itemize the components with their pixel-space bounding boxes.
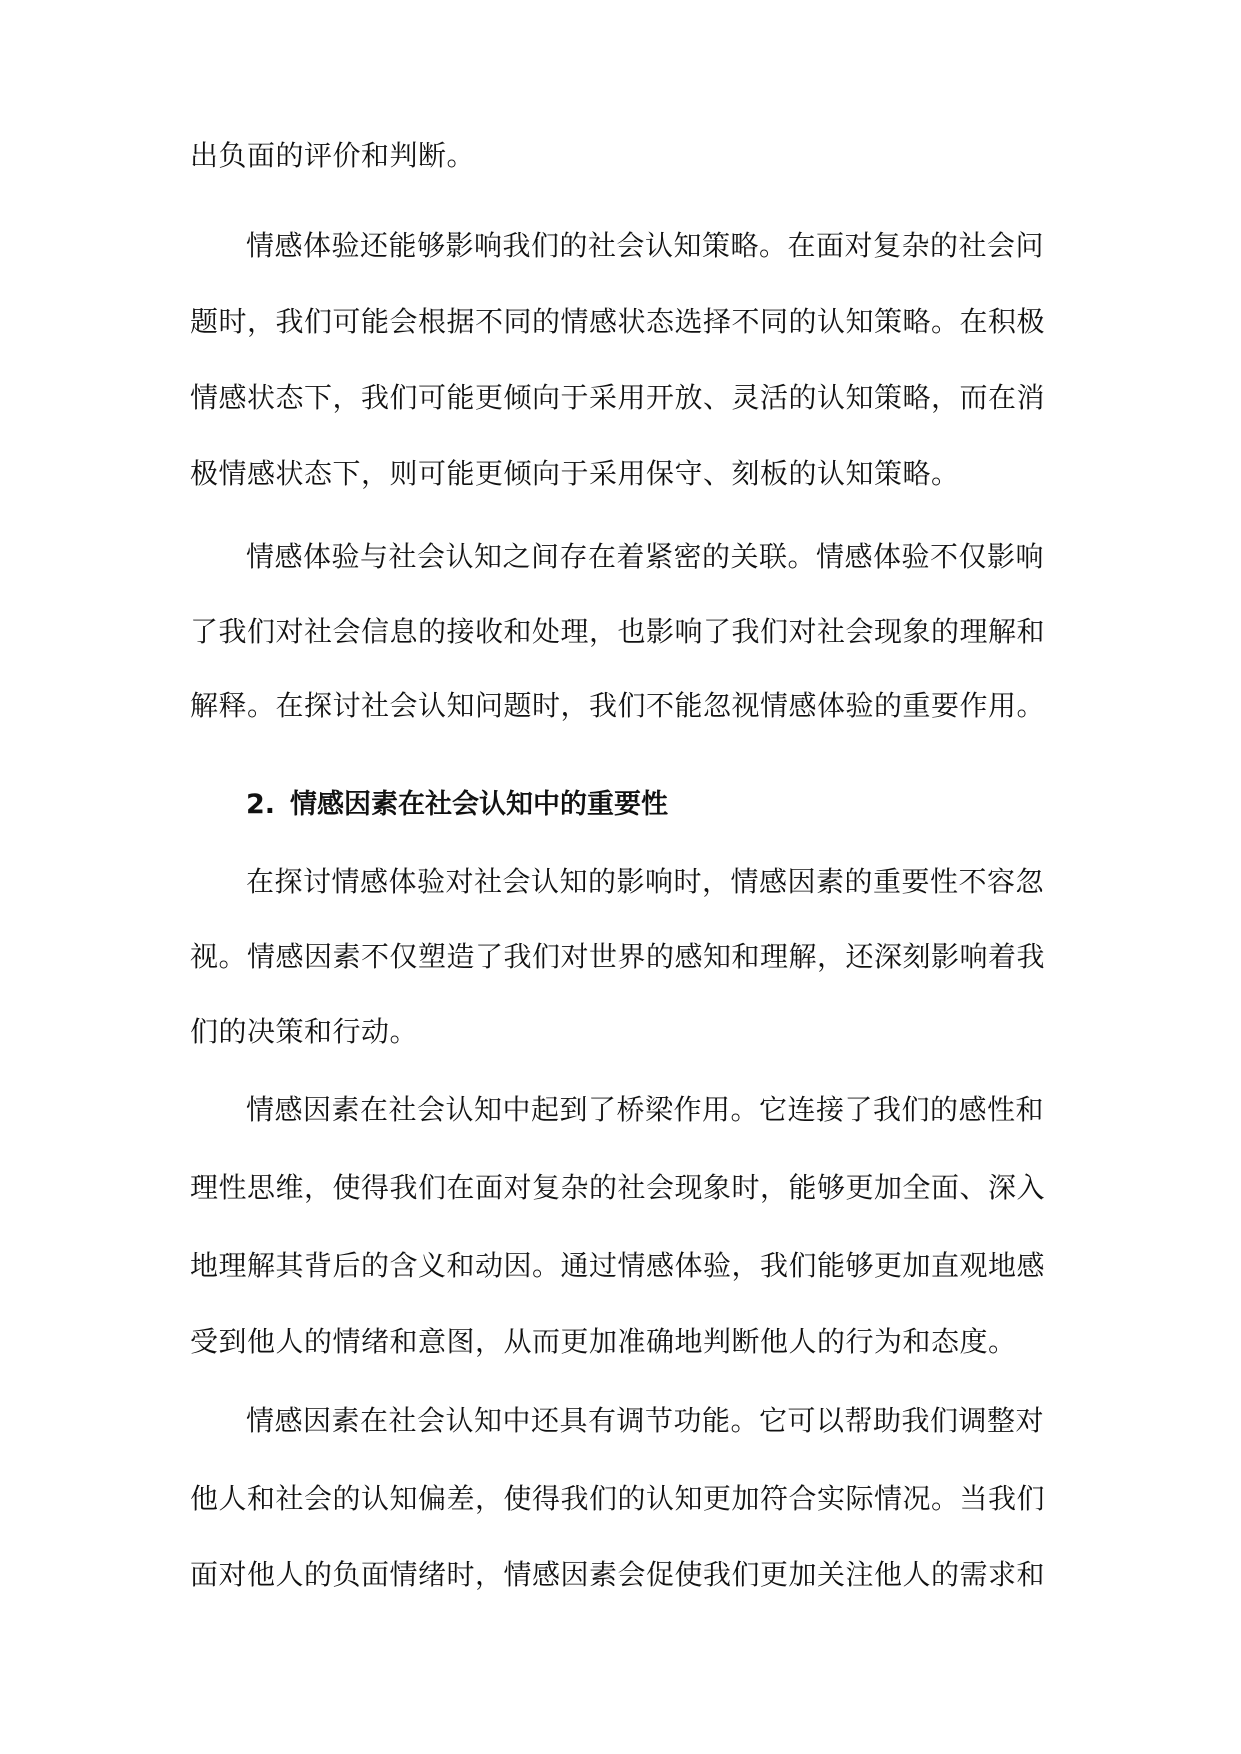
section-heading (246, 785, 668, 825)
text-line: 情感体验还能够影响我们的社会认知策略。在面对复杂的社会问 (246, 229, 1045, 262)
text-line: 情感体验与社会认知之间存在着紧密的关联。情感体验不仅影响 (246, 540, 1045, 573)
text-line: 地理解其背后的含义和动因。通过情感体验，我们能够更加直观地感 (190, 1249, 1046, 1282)
text-line: 在探讨情感体验对社会认知的影响时，情感因素的重要性不容忽 (246, 865, 1045, 898)
text-line: 极情感状态下，则可能更倾向于采用保守、刻板的认知策略。 (190, 457, 960, 490)
text-line: 了我们对社会信息的接收和处理，也影响了我们对社会现象的理解和 (190, 615, 1046, 648)
text-line: 视。情感因素不仅塑造了我们对世界的感知和理解，还深刻影响着我 (190, 940, 1046, 973)
text-line: 题时，我们可能会根据不同的情感状态选择不同的认知策略。在积极 (190, 305, 1046, 338)
text-line: 解释。在探讨社会认知问题时，我们不能忽视情感体验的重要作用。 (190, 689, 1046, 722)
text-line: 他人和社会的认知偏差，使得我们的认知更加符合实际情况。当我们 (190, 1482, 1046, 1515)
text-line: 们的决策和行动。 (190, 1015, 419, 1048)
text-line: 受到他人的情绪和意图，从而更加准确地判断他人的行为和态度。 (190, 1325, 1017, 1358)
section-number: 2. (246, 789, 276, 820)
section-title: 情感因素在社会认知中的重要性 (290, 789, 668, 820)
text-line: 出负面的评价和判断。 (190, 139, 476, 172)
text-line: 面对他人的负面情绪时，情感因素会促使我们更加关注他人的需求和 (190, 1558, 1046, 1591)
text-line: 情感因素在社会认知中起到了桥梁作用。它连接了我们的感性和 (246, 1093, 1045, 1126)
text-line: 情感因素在社会认知中还具有调节功能。它可以帮助我们调整对 (246, 1404, 1045, 1437)
text-line: 情感状态下，我们可能更倾向于采用开放、灵活的认知策略，而在消 (190, 381, 1046, 414)
text-line: 理性思维，使得我们在面对复杂的社会现象时，能够更加全面、深入 (190, 1171, 1046, 1204)
